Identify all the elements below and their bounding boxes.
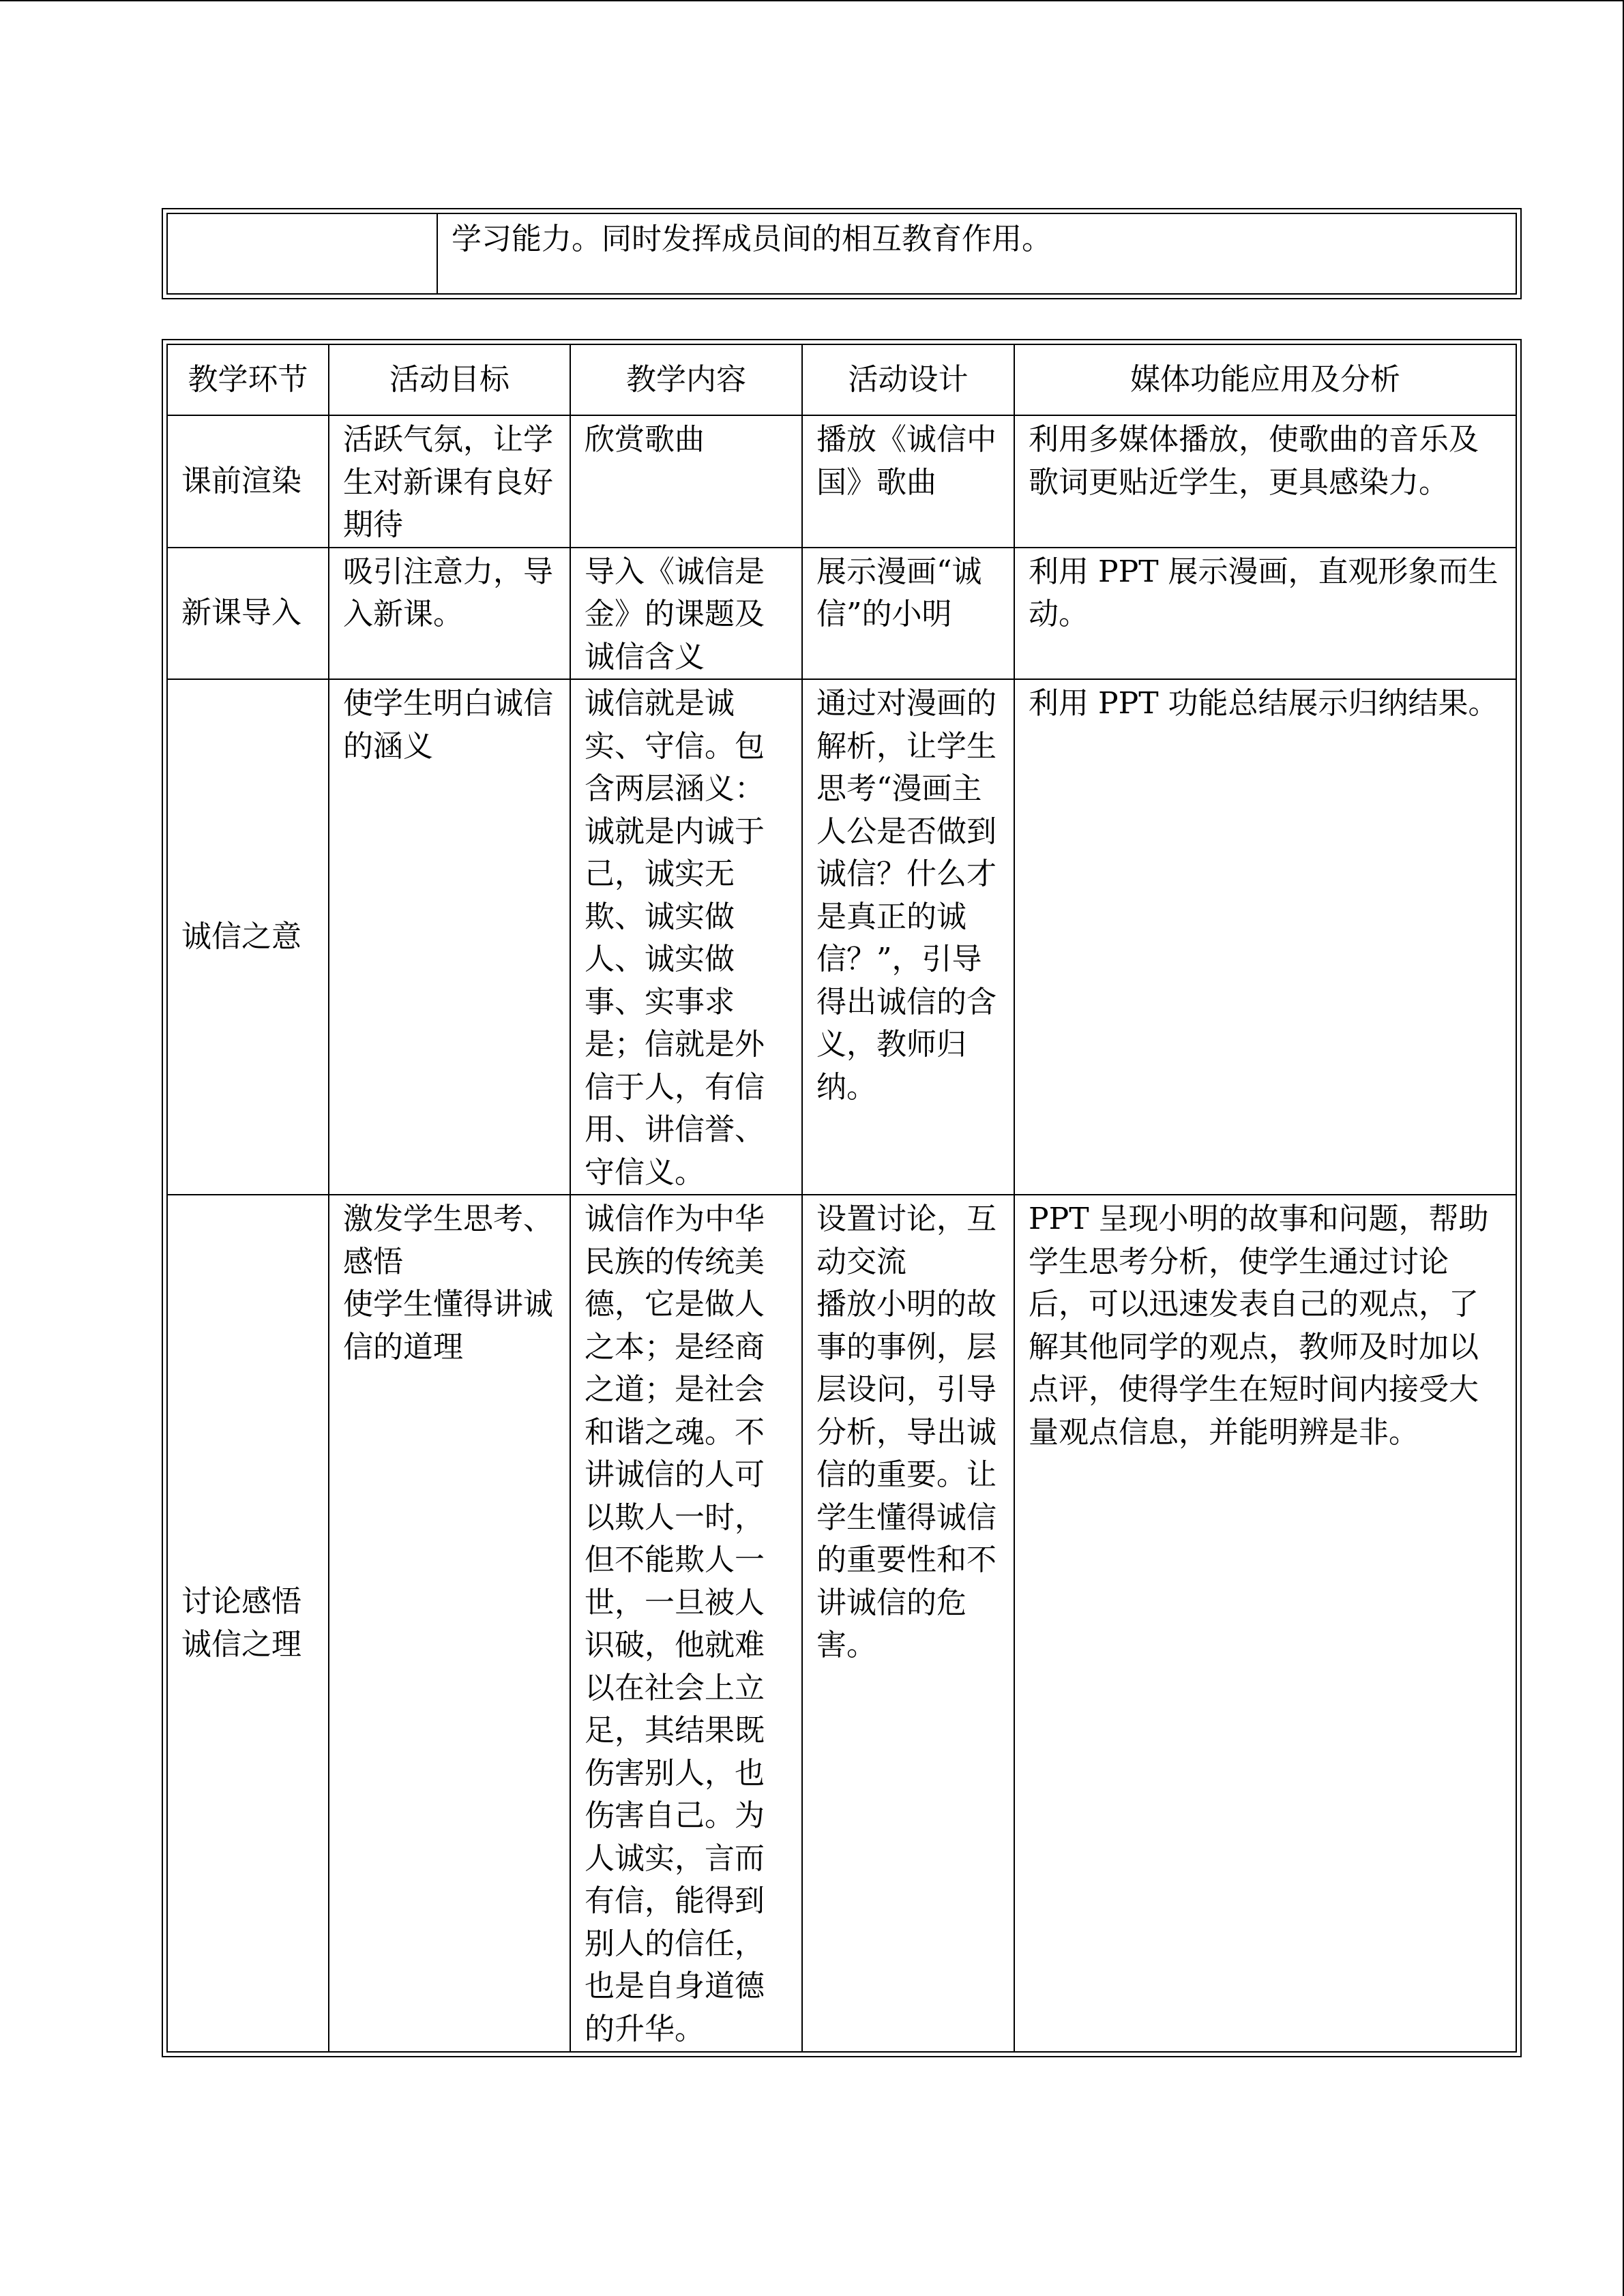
header-media: 媒体功能应用及分析	[1014, 344, 1516, 415]
goal-line: 使学生懂得讲诚信的道理	[343, 1287, 553, 1365]
stage-cell: 新课导入	[167, 548, 329, 680]
design-cell	[802, 1195, 1014, 2052]
table-row	[167, 1195, 1516, 2052]
content-cell: 欣赏歌曲	[570, 415, 802, 548]
media-cell: PPT 呈现小明的故事和问题，帮助学生思考分析，使学生通过讨论后，可以迅速发表自己的观点，了解其他同学的观点，教师及时加以点评，使得学生在短时间内接受大量观点信息，并能明辨是非。	[1014, 1195, 1516, 2052]
continuation-row	[167, 213, 1516, 294]
design-cell: 通过对漫画的解析，让学生思考“漫画主人公是否做到诚信？什么才是真正的诚信？”，引导得出诚信的含义，教师归纳。	[802, 679, 1014, 1195]
goal-cell: 吸引注意力，导入新课。	[329, 548, 570, 680]
design-cell: 播放《诚信中国》歌曲	[802, 415, 1014, 548]
media-cell: 利用多媒体播放，使歌曲的音乐及歌词更贴近学生，更具感染力。	[1014, 415, 1516, 548]
header-design: 活动设计	[802, 344, 1014, 415]
goal-cell: 活跃气氛，让学生对新课有良好期待	[329, 415, 570, 548]
media-cell: 利用 PPT 功能总结展示归纳结果。	[1014, 679, 1516, 1195]
goal-cell	[329, 1195, 570, 2052]
stage-cell: 讨论感悟诚信之理	[167, 1195, 329, 2052]
continuation-text-cell: 学习能力。同时发挥成员间的相互教育作用。	[437, 213, 1516, 294]
design-cell: 展示漫画“诚信”的小明	[802, 548, 1014, 680]
stage-cell: 诚信之意	[167, 679, 329, 1195]
stage-cell: 课前渲染	[167, 415, 329, 548]
design-line: 设置讨论，互动交流	[816, 1202, 996, 1279]
media-cell: 利用 PPT 展示漫画，直观形象而生动。	[1014, 548, 1516, 680]
goal-line: 激发学生思考、感悟	[343, 1202, 553, 1279]
goal-cell: 使学生明白诚信的涵义	[329, 679, 570, 1195]
header-goal: 活动目标	[329, 344, 570, 415]
table-row	[167, 679, 1516, 1195]
content-cell: 诚信就是诚实、守信。包含两层涵义：诚就是内诚于己，诚实无欺、诚实做人、诚实做事、实事求是；信就是外信于人，有信用、讲信誉、守信义。	[570, 679, 802, 1195]
table-row	[167, 415, 1516, 548]
table-row	[167, 548, 1516, 680]
lesson-plan-table	[166, 344, 1517, 2053]
continuation-table	[166, 213, 1517, 295]
table-header-row	[167, 344, 1516, 415]
content-cell: 诚信作为中华民族的传统美德，它是做人之本；是经商之道；是社会和谐之魂。不讲诚信的人可以欺人一时，但不能欺人一世，一旦被人识破，他就难以在社会上立足，其结果既伤害别人，也伤害自己。为人诚实，言而有信，能得到别人的信任，也是自身道德的升华。	[570, 1195, 802, 2052]
header-stage: 教学环节	[167, 344, 329, 415]
design-line: 播放小明的故事的事例，层层设问，引导分析，导出诚信的重要。让学生懂得诚信的重要性和不讲诚信的危害。	[816, 1287, 996, 1663]
content-cell: 导入《诚信是金》的课题及诚信含义	[570, 548, 802, 680]
header-content: 教学内容	[570, 344, 802, 415]
continuation-label-cell	[167, 213, 437, 294]
